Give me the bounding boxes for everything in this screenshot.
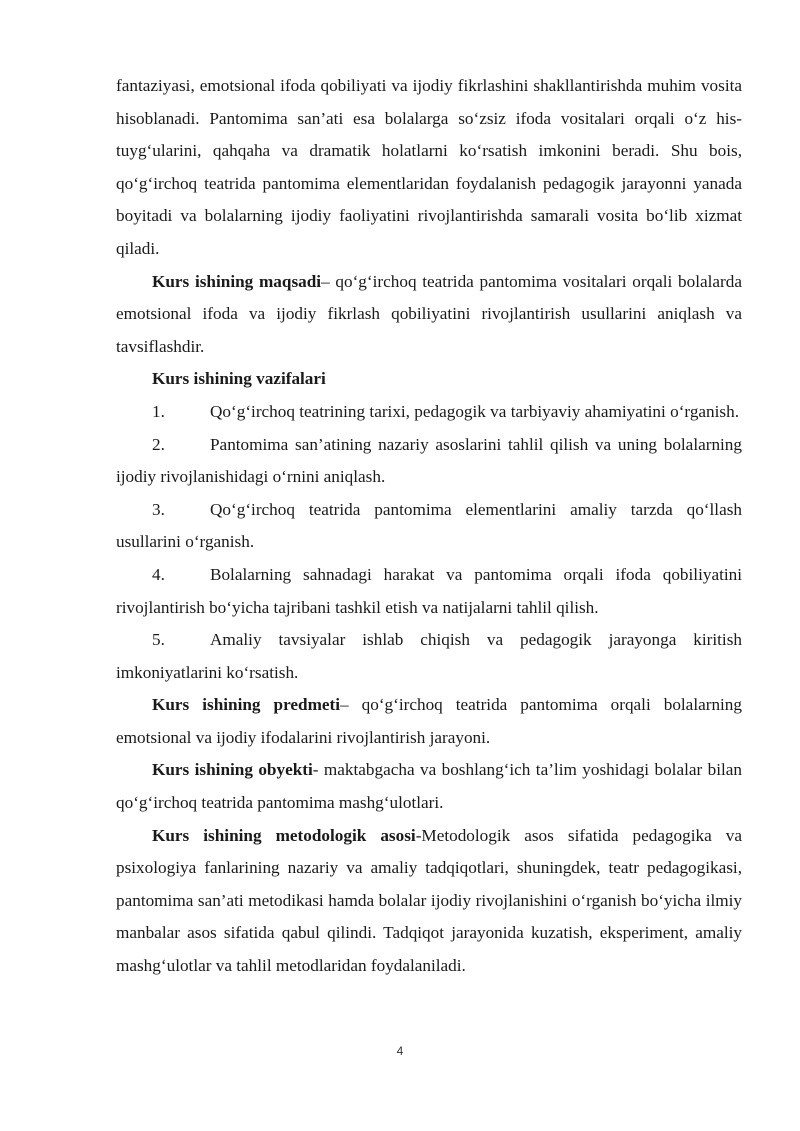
goal-text: – qo‘g‘irchoq teatrida pantomima vositalari orqali bolalarda emotsional ifoda va ijodiy fikrlash qobiliyatini rivojlantirish usullarini aniqlash va tavsiflashdir. [116,271,743,356]
task-text: Bolalarning sahnadagi harakat va pantomima orqali ifoda qobiliyatini rivojlantirish bo‘yicha tajribani tashkil etish va natijalarni tahlil qilish. [116,564,742,617]
task-text: Pantomima san’atining nazariy asoslarini tahlil qilish va uning bolalarning ijodiy rivojlanishidagi o‘rnini aniqlash. [116,434,742,487]
goal-label: Kurs ishining maqsadi [152,271,322,291]
object-label: Kurs ishining obyekti [152,760,313,780]
task-number: 4. [152,564,165,584]
task-text: Amaliy tavsiyalar ishlab chiqish va pedagogik jarayonga kiritish imkoniyatlarini ko‘rsatish. [116,630,742,682]
task-number: 3. [152,499,165,519]
page-number: 4 [396,1044,404,1058]
task-item [116,624,742,689]
task-number: 1. [152,401,165,421]
subject-label: Kurs ishining predmeti [152,695,341,715]
task-number: 2. [152,434,165,454]
task-text: Qo‘g‘irchoq teatrida pantomima elementlarini amaliy tarzda qo‘llash usullarini o‘rganish. [116,499,742,552]
tasks-heading: Kurs ishining vazifalari [152,369,326,389]
subject-paragraph [116,689,742,754]
intro-paragraph: fantaziyasi, emotsional ifoda qobiliyati va ijodiy fikrlashini shakllantirishda muhim vosita hisoblanadi. Pantomima san’ati esa bolalarga so‘zsiz ifoda vositalari orqali o‘z his-tuyg‘ularini, qahqaha va dramatik holatlarni ko‘rsatish imkonini beradi. Shu bois, qo‘g‘irchoq teatrida pantomima elementlaridan foydalanish pedagogik jarayonni yanada boyitadi va bolalarning ijodiy faoliyatini rivojlantirishda samarali vosita bo‘lib xizmat qiladi. [116,76,742,258]
object-paragraph [116,754,742,819]
task-number: 5. [152,630,165,650]
task-item [116,494,742,559]
goal-paragraph [116,266,742,364]
object-text: - maktabgacha va boshlang‘ich ta’lim yoshidagi bolalar bilan qo‘g‘irchoq teatrida pantomima mashg‘ulotlari. [116,760,742,813]
task-text: Qo‘g‘irchoq teatrining tarixi, pedagogik va tarbiyaviy ahamiyatini o‘rganish. [210,401,740,421]
methodology-label: Kurs ishining metodologik asosi [152,825,416,845]
body-text [116,70,742,983]
subject-text: – qo‘g‘irchoq teatrida pantomima orqali bolalarning emotsional va ijodiy ifodalarini rivojlantirish jarayoni. [116,695,742,747]
task-item [116,559,742,624]
task-item [116,429,742,494]
methodology-paragraph [116,820,742,983]
task-item [116,396,742,429]
methodology-text: -Metodologik asos sifatida pedagogika va psixologiya fanlarining nazariy va amaliy tadqiqotlari, shuningdek, teatr pedagogikasi, pantomima san’ati metodikasi hamda bolalar ijodiy rivojlanishini o‘rganish bo‘yicha ilmiy manbalar asos sifatida qabul qilindi. Tadqiqot jarayonida kuzatish, eksperiment, amaliy mashg‘ulotlar va tahlil metodlaridan foydalaniladi. [116,825,742,976]
